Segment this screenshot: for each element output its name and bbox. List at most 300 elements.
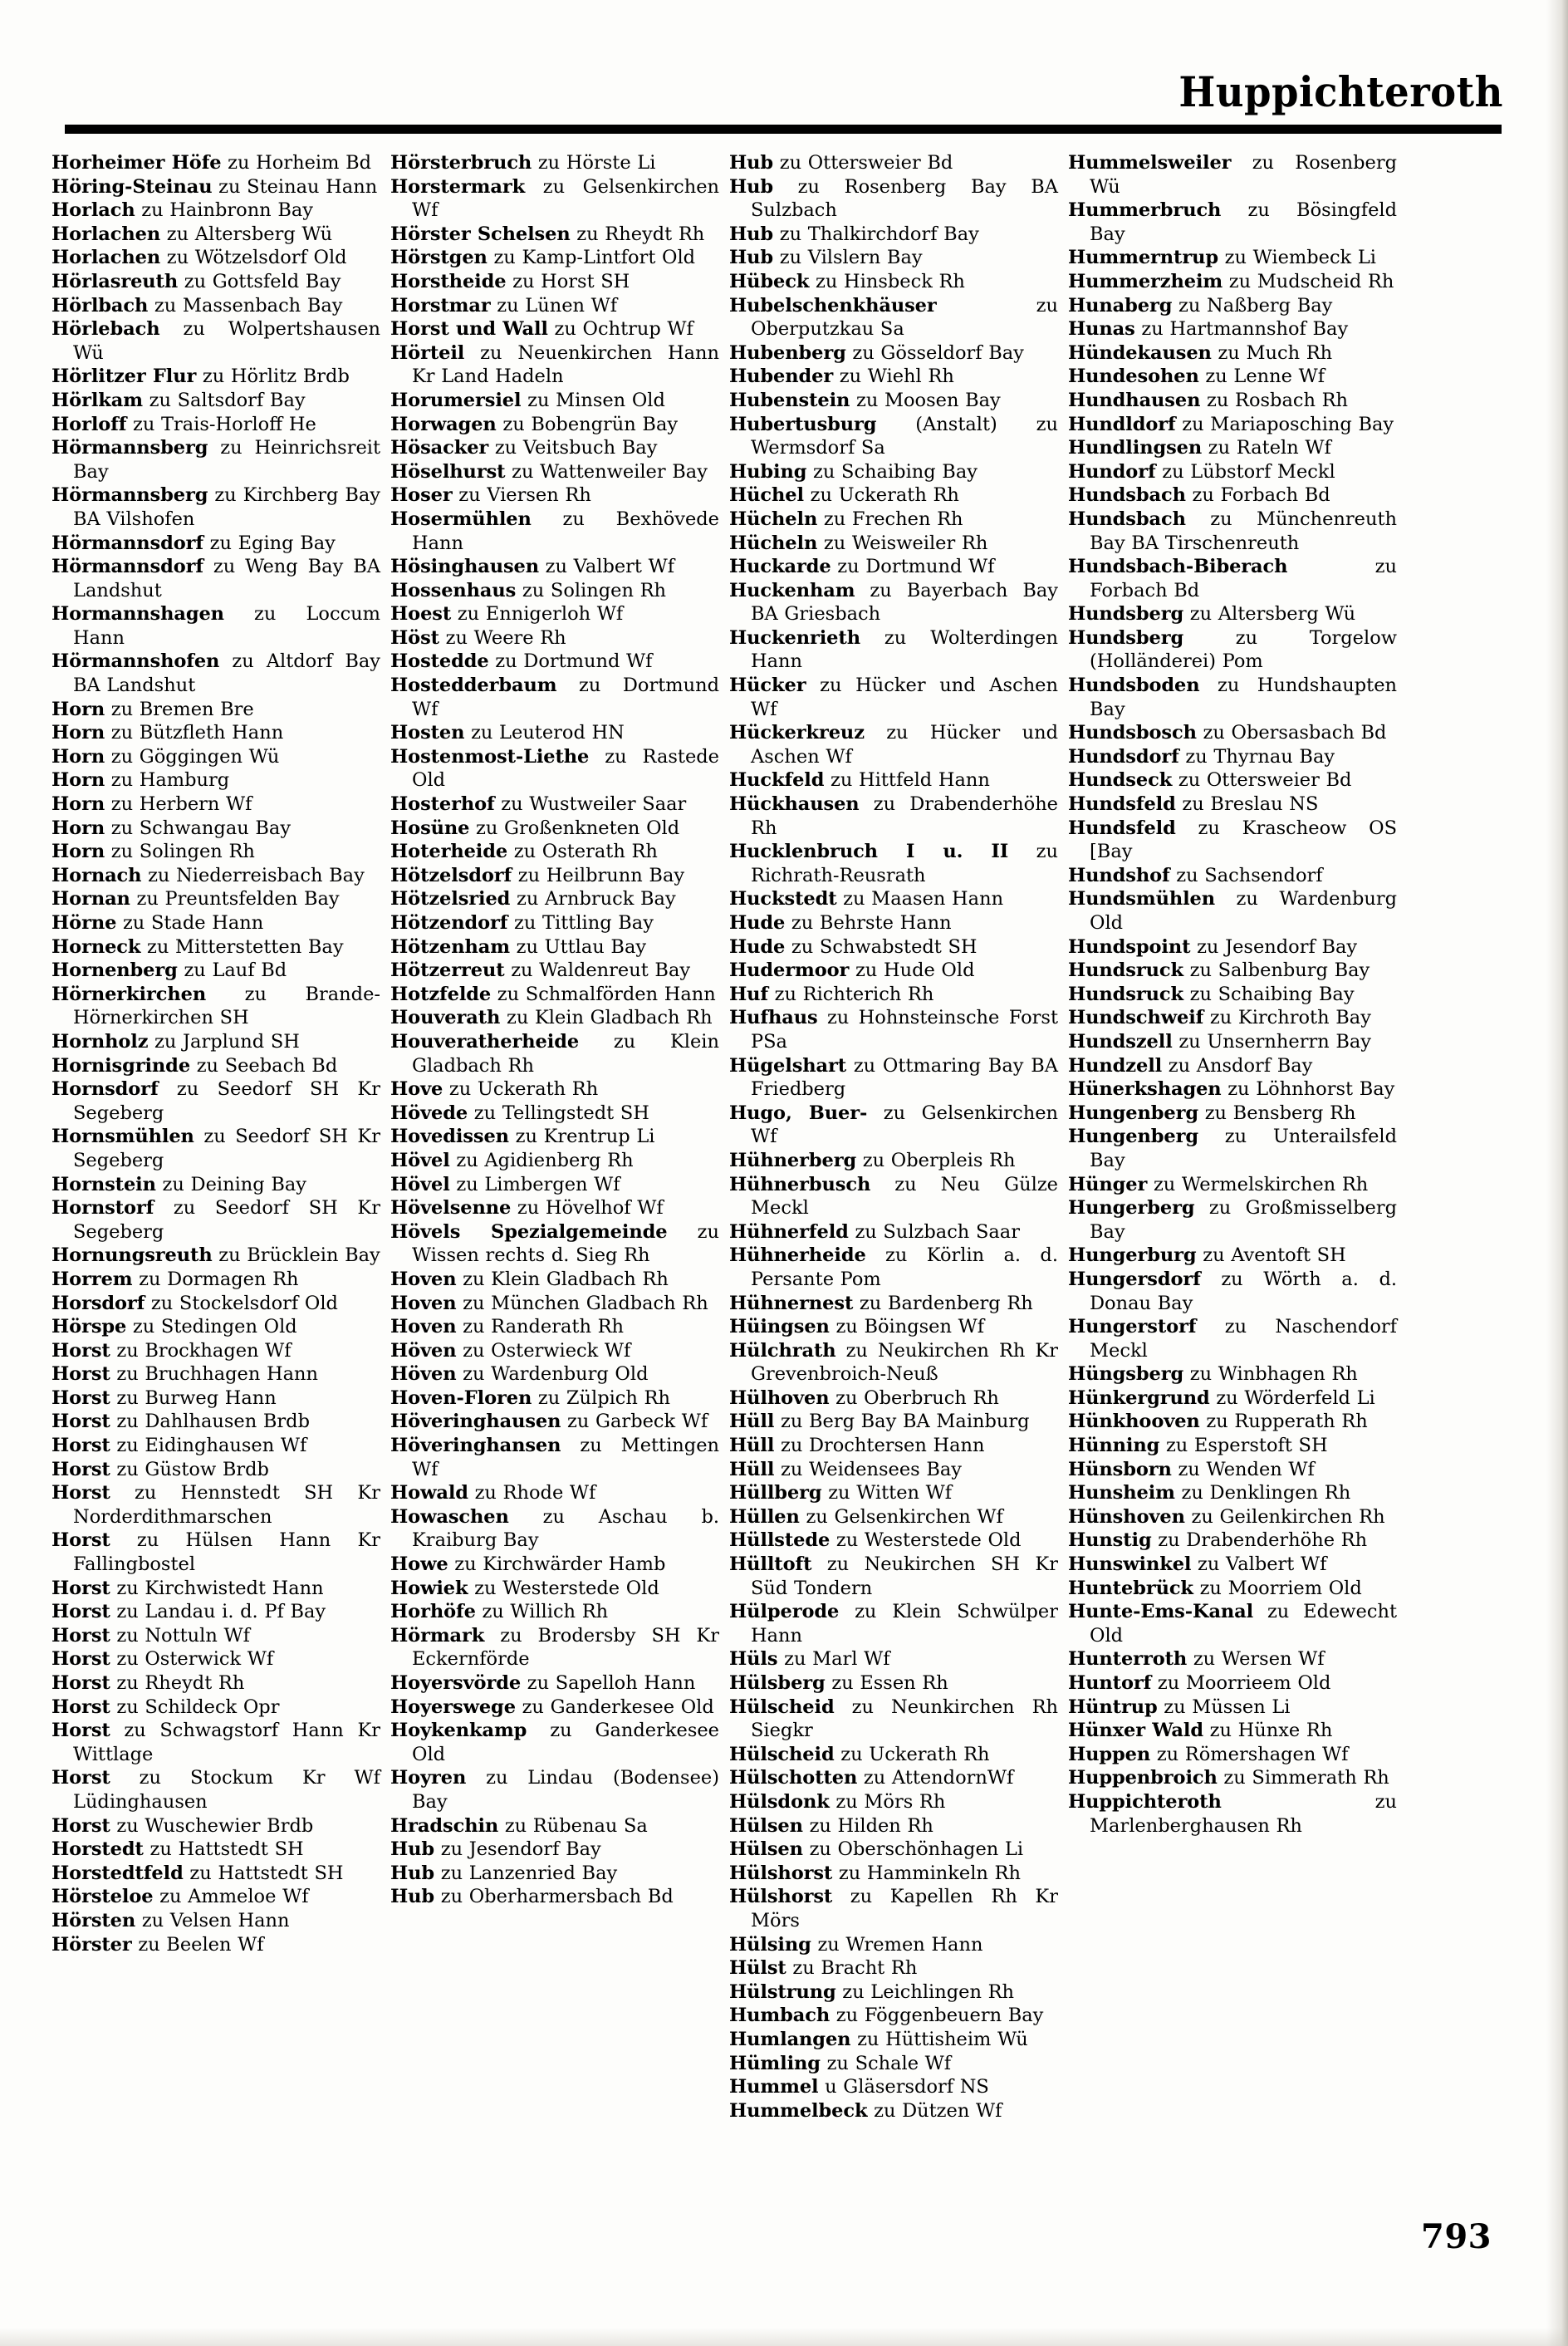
gazetteer-entry bbox=[390, 935, 719, 960]
entry-keyword: Houverath bbox=[390, 1007, 501, 1029]
gazetteer-entry bbox=[390, 1196, 719, 1220]
gazetteer-entry bbox=[729, 151, 1058, 175]
entry-reference: zu Oberbruch Rh bbox=[835, 1386, 999, 1409]
entry-reference: zu Dortmund Wf bbox=[495, 650, 653, 673]
entry-keyword: Hummerzheim bbox=[1068, 270, 1223, 292]
entry-keyword: Hundsbach bbox=[1068, 508, 1186, 530]
entry-reference: zu Esperstoft SH bbox=[1165, 1435, 1328, 1457]
entry-keyword: Horst bbox=[51, 1601, 110, 1623]
entry-keyword: Hunterroth bbox=[1068, 1648, 1188, 1671]
entry-keyword: Horst bbox=[51, 1386, 110, 1409]
entry-reference: zu Kapellen Rh Kr Mörs bbox=[751, 1886, 1058, 1931]
entry-reference: zu Deining Bay bbox=[162, 1173, 306, 1195]
entry-reference: zu Ottmaring Bay BA Friedberg bbox=[751, 1054, 1058, 1101]
gazetteer-entry bbox=[51, 1077, 380, 1125]
gazetteer-entry bbox=[51, 223, 380, 247]
entry-keyword: Hude bbox=[729, 935, 786, 958]
entry-keyword: Hostedderbaum bbox=[390, 675, 557, 697]
entry-keyword: Hornach bbox=[51, 864, 142, 886]
entry-reference: zu Müssen Li bbox=[1164, 1696, 1291, 1718]
gazetteer-entry bbox=[51, 1719, 380, 1766]
gazetteer-entry bbox=[729, 1647, 1058, 1671]
entry-keyword: Hormannshagen bbox=[51, 603, 224, 626]
entry-keyword: Hunas bbox=[1068, 318, 1135, 341]
entry-keyword: Huckenrieth bbox=[729, 626, 860, 649]
entry-keyword: Hülstrung bbox=[729, 1980, 836, 2003]
entry-keyword: Hundsdorf bbox=[1068, 745, 1179, 768]
entry-keyword: Hötzelsried bbox=[390, 888, 511, 910]
entry-keyword: Hubender bbox=[729, 366, 834, 388]
entry-keyword: Hornan bbox=[51, 888, 130, 910]
gazetteer-entry bbox=[51, 1268, 380, 1292]
entry-reference: zu Burweg Hann bbox=[116, 1386, 277, 1409]
entry-reference: zu Gottsfeld Bay bbox=[184, 270, 341, 292]
entry-reference: zu Ochtrup Wf bbox=[554, 318, 693, 341]
gazetteer-entry bbox=[729, 294, 1058, 341]
entry-reference: zu Hattstedt SH bbox=[189, 1862, 344, 1884]
entry-reference: zu Bruchhagen Hann bbox=[116, 1363, 318, 1386]
entry-reference: zu Römershagen Wf bbox=[1156, 1743, 1349, 1765]
entry-keyword: Hövede bbox=[390, 1102, 468, 1124]
gazetteer-entry bbox=[390, 817, 719, 841]
entry-reference: zu Much Rh bbox=[1218, 341, 1333, 364]
entry-keyword: Howiek bbox=[390, 1577, 468, 1599]
entry-keyword: Hundshof bbox=[1068, 864, 1170, 886]
gazetteer-entry bbox=[729, 840, 1058, 887]
entry-keyword: Hövel bbox=[390, 1173, 450, 1195]
entry-keyword: Hovedissen bbox=[390, 1126, 509, 1148]
gazetteer-entry bbox=[1068, 1505, 1397, 1529]
entry-reference: zu Moosen Bay bbox=[855, 389, 1001, 411]
entry-reference: zu Kirchwistedt Hann bbox=[116, 1577, 324, 1599]
gazetteer-entry bbox=[729, 246, 1058, 270]
entry-keyword: Hundseck bbox=[1068, 769, 1173, 792]
entry-keyword: Hundsbosch bbox=[1068, 722, 1197, 744]
gazetteer-entry bbox=[729, 1458, 1058, 1482]
entry-keyword: Höven bbox=[390, 1363, 457, 1386]
entry-keyword: Horst bbox=[51, 1696, 110, 1718]
entry-keyword: Hüchel bbox=[729, 484, 804, 507]
entry-keyword: Horstheide bbox=[390, 270, 507, 292]
gazetteer-entry bbox=[51, 532, 380, 556]
entry-keyword: Horn bbox=[51, 745, 105, 768]
entry-keyword: Hörlasreuth bbox=[51, 270, 179, 292]
gazetteer-entry bbox=[1068, 602, 1397, 626]
gazetteer-entry bbox=[1068, 508, 1397, 555]
gazetteer-entry bbox=[729, 935, 1058, 960]
entry-keyword: Hünger bbox=[1068, 1173, 1148, 1195]
entry-reference: zu Preuntsfelden Bay bbox=[136, 888, 340, 910]
entry-keyword: Hundsmühlen bbox=[1068, 888, 1216, 910]
entry-keyword: Horstedtfeld bbox=[51, 1862, 184, 1884]
entry-reference: zu Krentrup Li bbox=[515, 1126, 655, 1148]
entry-reference: zu Winbhagen Rh bbox=[1189, 1363, 1358, 1386]
gazetteer-entry bbox=[1068, 1362, 1397, 1386]
entry-reference: zu Waldenreut Bay bbox=[511, 960, 691, 982]
entry-reference: zu Aschau b. Kraiburg Bay bbox=[412, 1505, 720, 1552]
entry-reference: zu Schwagstorf Hann Kr Wittlage bbox=[73, 1720, 381, 1765]
entry-reference: zu Velsen Hann bbox=[141, 1909, 290, 1931]
entry-reference: zu Weisweiler Rh bbox=[823, 532, 988, 554]
entry-keyword: Hoven-Floren bbox=[390, 1386, 532, 1409]
entry-reference: zu Zülpich Rh bbox=[537, 1386, 670, 1409]
gazetteer-entry bbox=[390, 1885, 719, 1909]
entry-keyword: Hornenberg bbox=[51, 960, 178, 982]
entry-reference: zu Niederreisbach Bay bbox=[148, 864, 365, 886]
gazetteer-entry bbox=[729, 674, 1058, 721]
gazetteer-entry bbox=[51, 1885, 380, 1909]
entry-reference: zu Hundshaupten Bay bbox=[1090, 675, 1398, 720]
entry-keyword: Hücheln bbox=[729, 532, 818, 554]
entry-keyword: Hülperode bbox=[729, 1601, 840, 1623]
entry-reference: zu Forbach Bd bbox=[1090, 556, 1397, 601]
entry-reference: zu Lünen Wf bbox=[497, 294, 618, 317]
gazetteer-entry bbox=[1068, 270, 1397, 294]
gazetteer-entry bbox=[390, 151, 719, 175]
entry-keyword: Hörteil bbox=[390, 341, 465, 364]
gazetteer-entry bbox=[1068, 1006, 1397, 1030]
entry-reference: zu Moorrieem Old bbox=[1157, 1672, 1331, 1694]
entry-keyword: Hücheln bbox=[729, 508, 818, 530]
entry-keyword: Horst bbox=[51, 1363, 110, 1386]
gazetteer-entry bbox=[1068, 983, 1397, 1007]
gazetteer-entry bbox=[1068, 1102, 1397, 1126]
entry-keyword: Hummerntrup bbox=[1068, 247, 1218, 269]
gazetteer-entry bbox=[1068, 413, 1397, 437]
entry-reference: zu Wissen rechts d. Sieg Rh bbox=[412, 1220, 720, 1267]
gazetteer-entry bbox=[390, 317, 719, 341]
entry-keyword: Horst bbox=[51, 1767, 110, 1789]
entry-reference: zu Altersberg Wü bbox=[1189, 603, 1356, 626]
gazetteer-entry bbox=[390, 602, 719, 626]
entry-keyword: Höring-Steinau bbox=[51, 175, 213, 198]
entry-keyword: Hüllberg bbox=[729, 1482, 822, 1504]
entry-reference: zu Brande-Hörnerkirchen SH bbox=[73, 983, 380, 1029]
entry-reference: zu Obersasbach Bd bbox=[1203, 722, 1387, 744]
gazetteer-entry bbox=[51, 1030, 380, 1054]
entry-keyword: Hub bbox=[729, 247, 774, 269]
gazetteer-entry bbox=[51, 1054, 380, 1078]
gazetteer-entry bbox=[390, 1268, 719, 1292]
gazetteer-entry bbox=[390, 983, 719, 1007]
gazetteer-entry bbox=[51, 1410, 380, 1434]
gazetteer-entry bbox=[390, 674, 719, 721]
entry-keyword: Hünkhooven bbox=[1068, 1411, 1200, 1433]
gazetteer-entry bbox=[1068, 1244, 1397, 1268]
gazetteer-entry bbox=[729, 389, 1058, 413]
entry-reference: zu Seedorf SH Kr Segeberg bbox=[73, 1126, 380, 1171]
gazetteer-entry bbox=[390, 508, 719, 555]
entry-reference: zu Hennstedt SH Kr Norderdithmarschen bbox=[73, 1482, 381, 1528]
entry-keyword: Hummel bbox=[729, 2076, 819, 2098]
entry-reference: zu Wustweiler Saar bbox=[501, 793, 687, 816]
gazetteer-entry bbox=[1068, 887, 1397, 935]
gazetteer-entry bbox=[390, 1481, 719, 1505]
gazetteer-entry bbox=[51, 436, 380, 483]
gazetteer-entry bbox=[1068, 1458, 1397, 1482]
entry-reference: zu Tittling Bay bbox=[514, 912, 654, 934]
gazetteer-entry bbox=[51, 817, 380, 841]
entry-reference: zu Frechen Rh bbox=[823, 508, 963, 530]
entry-reference: zu Tellingstedt SH bbox=[473, 1102, 649, 1124]
entry-reference: zu Krascheow OS [Bay bbox=[1090, 817, 1398, 863]
entry-reference: zu Rateln Wf bbox=[1208, 437, 1331, 459]
entry-reference: zu Steinau Hann bbox=[218, 175, 378, 198]
entry-keyword: Horlachen bbox=[51, 247, 161, 269]
entry-reference: zu Rübenau Sa bbox=[504, 1814, 648, 1837]
entry-keyword: Hülscheid bbox=[729, 1696, 835, 1718]
entry-reference: zu Dortmund Wf bbox=[837, 556, 995, 578]
entry-keyword: Hülhoven bbox=[729, 1386, 830, 1409]
gazetteer-entry bbox=[51, 317, 380, 365]
entry-keyword: Hoyerswege bbox=[390, 1696, 516, 1718]
entry-reference: zu Drabenderhöhe Rh bbox=[751, 793, 1058, 839]
entry-reference: zu Beelen Wf bbox=[138, 1933, 264, 1956]
gazetteer-entry bbox=[390, 436, 719, 460]
entry-reference: zu Arnbruck Bay bbox=[516, 888, 676, 910]
entry-keyword: Hülshorst bbox=[729, 1862, 833, 1884]
gazetteer-entry bbox=[390, 1125, 719, 1149]
gazetteer-entry bbox=[51, 721, 380, 745]
entry-keyword: Hücker bbox=[729, 675, 806, 697]
entry-keyword: Hossenhaus bbox=[390, 579, 517, 601]
gazetteer-entry bbox=[729, 1102, 1058, 1149]
gazetteer-entry bbox=[51, 389, 380, 413]
column-1 bbox=[51, 151, 387, 2123]
entry-keyword: Huntorf bbox=[1068, 1672, 1152, 1694]
gazetteer-entry bbox=[390, 223, 719, 247]
gazetteer-entry bbox=[729, 460, 1058, 484]
entry-reference: zu Jarplund SH bbox=[154, 1030, 300, 1053]
entry-reference: zu Sachsendorf bbox=[1176, 864, 1323, 886]
entry-reference: zu Klein Gladbach Rh bbox=[463, 1268, 669, 1290]
gazetteer-entry bbox=[390, 1173, 719, 1197]
entry-reference: zu Thalkirchdorf Bay bbox=[779, 223, 979, 245]
gazetteer-entry bbox=[390, 721, 719, 745]
entry-reference: zu Wattenweiler Bay bbox=[512, 460, 708, 483]
entry-keyword: Hünshoven bbox=[1068, 1505, 1185, 1528]
entry-reference: zu Osterath Rh bbox=[513, 841, 658, 863]
entry-reference: zu Moorriem Old bbox=[1199, 1577, 1362, 1599]
entry-reference: zu Marlenberghausen Rh bbox=[1090, 1790, 1397, 1837]
entry-keyword: Höven bbox=[390, 1339, 457, 1362]
entry-keyword: Horst bbox=[51, 1339, 110, 1362]
gazetteer-entry bbox=[51, 602, 380, 650]
entry-keyword: Hörnerkirchen bbox=[51, 983, 207, 1005]
gazetteer-entry bbox=[729, 1149, 1058, 1173]
gazetteer-entry bbox=[51, 1434, 380, 1458]
gazetteer-entry bbox=[729, 887, 1058, 911]
gazetteer-entry bbox=[390, 1696, 719, 1720]
entry-reference: zu Ottersweier Bd bbox=[779, 152, 953, 174]
entry-keyword: Huppichteroth bbox=[1068, 1790, 1222, 1813]
gazetteer-entry bbox=[729, 341, 1058, 366]
entry-keyword: Hubelschenkhäuser bbox=[729, 294, 937, 317]
entry-reference: zu Oberputzkau Sa bbox=[751, 294, 1058, 341]
gazetteer-entry bbox=[390, 1434, 719, 1481]
entry-reference: zu Solingen Rh bbox=[110, 841, 255, 863]
entry-keyword: Hünkergrund bbox=[1068, 1386, 1210, 1409]
entry-keyword: Humlangen bbox=[729, 2028, 851, 2050]
gazetteer-entry bbox=[51, 1244, 380, 1268]
entry-keyword: Hülshorst bbox=[729, 1886, 833, 1908]
gazetteer-entry bbox=[390, 1719, 719, 1766]
entry-keyword: Hörster Schelsen bbox=[390, 223, 571, 245]
entry-reference: zu Rheydt Rh bbox=[116, 1672, 245, 1694]
entry-keyword: Hösacker bbox=[390, 437, 489, 459]
entry-reference: zu Kirchroth Bay bbox=[1209, 1007, 1371, 1029]
entry-keyword: Hövelsenne bbox=[390, 1197, 512, 1220]
running-head-text: Huppichteroth bbox=[1178, 67, 1503, 116]
entry-reference: zu Seebach Bd bbox=[196, 1054, 338, 1077]
gazetteer-entry bbox=[1068, 1719, 1397, 1743]
entry-keyword: Hunaberg bbox=[1068, 294, 1173, 317]
entry-reference: zu Osterwick Wf bbox=[116, 1648, 274, 1671]
gazetteer-entry bbox=[51, 175, 380, 199]
entry-keyword: Huckstedt bbox=[729, 888, 837, 910]
gazetteer-entry bbox=[1068, 768, 1397, 793]
entry-keyword: Hörstgen bbox=[390, 247, 488, 269]
entry-reference: zu Altdorf Bay BA Landshut bbox=[73, 650, 380, 697]
entry-keyword: Hülsdonk bbox=[729, 1790, 830, 1813]
entry-reference: zu Dormagen Rh bbox=[139, 1268, 299, 1290]
entry-keyword: Horst und Wall bbox=[390, 318, 548, 341]
gazetteer-entry bbox=[51, 1458, 380, 1482]
entry-reference: zu Neu Gülze Meckl bbox=[751, 1173, 1058, 1220]
entry-reference: zu Bracht Rh bbox=[792, 1957, 918, 1980]
entry-reference: zu Rhode Wf bbox=[474, 1482, 596, 1504]
entry-keyword: Huntebrück bbox=[1068, 1577, 1193, 1599]
gazetteer-entry bbox=[1068, 1077, 1397, 1102]
entry-keyword: Hühnerbusch bbox=[729, 1173, 871, 1195]
gazetteer-entry bbox=[1068, 389, 1397, 413]
entry-keyword: Hosermühlen bbox=[390, 508, 532, 530]
gazetteer-entry bbox=[390, 1671, 719, 1696]
entry-reference: zu Heinrichsreit Bay bbox=[73, 437, 380, 483]
entry-reference: zu Wardenburg Old bbox=[1090, 888, 1397, 934]
entry-keyword: Hösinghausen bbox=[390, 556, 540, 578]
entry-keyword: Hörmark bbox=[390, 1624, 485, 1647]
gazetteer-entry bbox=[51, 887, 380, 911]
gazetteer-entry bbox=[51, 864, 380, 888]
gazetteer-entry bbox=[729, 1220, 1058, 1244]
entry-keyword: Hundorf bbox=[1068, 460, 1156, 483]
entry-keyword: Hubenstein bbox=[729, 389, 850, 411]
entry-keyword: Hundsberg bbox=[1068, 626, 1184, 649]
entry-reference: zu Hüttisheim Wü bbox=[857, 2028, 1028, 2050]
gazetteer-entry bbox=[729, 175, 1058, 223]
entry-keyword: Horrem bbox=[51, 1268, 133, 1290]
entry-reference: zu Wiembeck Li bbox=[1224, 247, 1376, 269]
entry-reference: zu Brockhagen Wf bbox=[116, 1339, 292, 1362]
gazetteer-entry bbox=[390, 460, 719, 484]
gazetteer-entry bbox=[729, 959, 1058, 983]
gazetteer-entry bbox=[390, 1006, 719, 1030]
entry-keyword: Hörsten bbox=[51, 1909, 136, 1931]
gazetteer-entry bbox=[729, 223, 1058, 247]
entry-reference: zu Altersberg Wü bbox=[166, 223, 333, 245]
gazetteer-entry bbox=[1068, 721, 1397, 745]
entry-keyword: Hugo, Buer- bbox=[729, 1102, 868, 1124]
gazetteer-entry bbox=[729, 365, 1058, 389]
entry-reference: zu Massenbach Bay bbox=[154, 294, 343, 317]
gazetteer-entry bbox=[390, 294, 719, 318]
entry-reference: zu Bützfleth Hann bbox=[110, 722, 284, 744]
entry-reference: zu Valbert Wf bbox=[545, 556, 675, 578]
gazetteer-entry bbox=[1068, 365, 1397, 389]
entry-reference: zu Gelsenkirchen Wf bbox=[412, 175, 719, 222]
gazetteer-entry bbox=[729, 1885, 1058, 1932]
entry-reference: zu Wersen Wf bbox=[1193, 1648, 1325, 1671]
entry-keyword: Hoterheide bbox=[390, 841, 508, 863]
entry-keyword: Höselhurst bbox=[390, 460, 506, 483]
entry-keyword: Hötzerreut bbox=[390, 960, 505, 982]
gazetteer-entry bbox=[729, 1862, 1058, 1886]
entry-keyword: Horst bbox=[51, 1720, 110, 1742]
entry-keyword: Hoyersvörde bbox=[390, 1672, 522, 1694]
entry-keyword: Hörlbach bbox=[51, 294, 149, 317]
entry-reference: zu Föggenbeuern Bay bbox=[835, 2005, 1044, 2027]
gazetteer-entry bbox=[1068, 1529, 1397, 1553]
entry-keyword: Horst bbox=[51, 1648, 110, 1671]
entry-reference: zu Schale Wf bbox=[826, 2052, 952, 2074]
entry-reference: zu Weng Bay BA Landshut bbox=[73, 556, 380, 601]
entry-keyword: Hundszell bbox=[1068, 1030, 1173, 1053]
entry-keyword: Hungenberg bbox=[1068, 1102, 1199, 1124]
entry-keyword: Hörster bbox=[51, 1933, 132, 1956]
gazetteer-entry bbox=[51, 983, 380, 1030]
entry-reference: zu Richterich Rh bbox=[774, 983, 934, 1005]
entry-reference: zu Lübstorf Meckl bbox=[1162, 460, 1335, 483]
gazetteer-entry bbox=[729, 2028, 1058, 2052]
gazetteer-entry bbox=[729, 1315, 1058, 1339]
gazetteer-entry bbox=[1068, 246, 1397, 270]
entry-keyword: Hostenmost-Liethe bbox=[390, 745, 590, 768]
entry-keyword: Hundsfeld bbox=[1068, 817, 1176, 839]
entry-reference: zu Löhnhorst Bay bbox=[1227, 1078, 1395, 1101]
entry-reference: zu Ammeloe Wf bbox=[159, 1886, 309, 1908]
gazetteer-entry bbox=[1068, 1743, 1397, 1767]
gazetteer-entry bbox=[729, 1481, 1058, 1505]
gazetteer-entry bbox=[51, 151, 380, 175]
entry-reference: zu München Gladbach Rh bbox=[463, 1292, 708, 1314]
gazetteer-entry bbox=[729, 1956, 1058, 1980]
gazetteer-entry bbox=[51, 911, 380, 935]
entry-keyword: Hub bbox=[729, 175, 774, 198]
entry-keyword: Hoven bbox=[390, 1292, 457, 1314]
entry-keyword: Hühnernest bbox=[729, 1292, 854, 1314]
entry-keyword: Horlach bbox=[51, 199, 135, 222]
entry-reference: zu Bexhövede Hann bbox=[412, 508, 719, 554]
entry-keyword: Hornstein bbox=[51, 1173, 156, 1195]
entry-reference: zu Güstow Brdb bbox=[116, 1458, 269, 1480]
entry-reference: zu Jesendorf Bay bbox=[440, 1838, 601, 1861]
entry-keyword: Höst bbox=[390, 626, 439, 649]
entry-keyword: Hornsmühlen bbox=[51, 1126, 194, 1148]
entry-reference: zu Seedorf SH Kr Segeberg bbox=[73, 1197, 380, 1243]
entry-reference: zu Weere Rh bbox=[445, 626, 566, 649]
entry-keyword: Howaschen bbox=[390, 1505, 509, 1528]
gazetteer-entry bbox=[729, 1600, 1058, 1647]
gazetteer-entry bbox=[729, 626, 1058, 674]
entry-reference: zu Neunkirchen Rh Siegkr bbox=[751, 1696, 1058, 1742]
entry-keyword: Huppenbroich bbox=[1068, 1767, 1218, 1789]
entry-keyword: Hunsheim bbox=[1068, 1482, 1175, 1504]
gazetteer-entry bbox=[51, 1696, 380, 1720]
entry-reference: zu Hinsbeck Rh bbox=[816, 270, 965, 292]
page-number: 793 bbox=[1421, 2217, 1492, 2256]
gazetteer-entry bbox=[51, 1766, 380, 1813]
